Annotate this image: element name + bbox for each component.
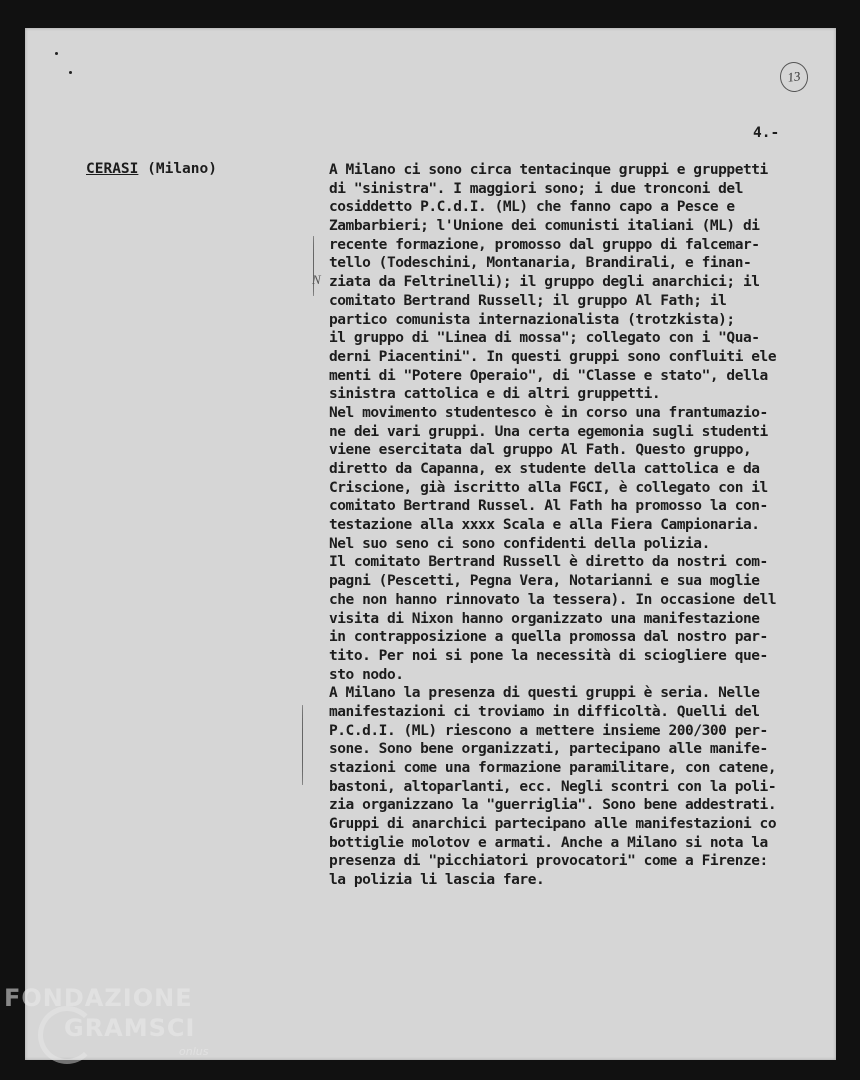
text-line: partico comunista internazionalista (trotzkista); xyxy=(329,311,735,328)
text-line: menti di "Potere Operaio", di "Classe e stato", della xyxy=(329,367,768,384)
watermark-ring-icon xyxy=(38,1006,96,1064)
text-line: presenza di "picchiatori provocatori" come a Firenze: xyxy=(329,853,768,870)
text-line: la polizia li lascia fare. xyxy=(329,872,545,889)
text-line: testazione alla xxxx Scala e alla Fiera Campionaria. xyxy=(329,517,760,534)
text-line: derni Piacentini". In questi gruppi sono confluiti ele xyxy=(329,348,777,365)
speaker-label xyxy=(86,161,217,177)
text-line: Criscione, già iscritto alla FGCI, è collegato con il xyxy=(329,479,768,496)
text-line: sto nodo. xyxy=(329,666,404,683)
text-line: ne dei vari gruppi. Una certa egemonia sugli studenti xyxy=(329,423,768,440)
scan-speck xyxy=(55,52,58,55)
watermark-logo xyxy=(4,984,209,1058)
text-line: viene esercitata dal gruppo Al Fath. Questo gruppo, xyxy=(329,442,752,459)
margin-bracket-mark xyxy=(302,705,303,785)
page-number: 4.- xyxy=(753,125,780,141)
text-line: che non hanno rinnovato la tessera). In occasione dell xyxy=(329,591,777,608)
watermark-sub: onlus xyxy=(179,1045,209,1058)
text-line: bastoni, altoparlanti, ecc. Negli scontri con la poli- xyxy=(329,778,777,795)
text-line: bottiglie molotov e armati. Anche a Milano si nota la xyxy=(329,834,768,851)
text-line: in contrapposizione a quella promossa dal nostro par- xyxy=(329,629,768,646)
scan-speck xyxy=(69,71,72,74)
text-line: ziata da Feltrinelli); il gruppo degli anarchici; il xyxy=(329,274,760,291)
text-line: Nel suo seno ci sono confidenti della polizia. xyxy=(329,535,710,552)
text-line: sinistra cattolica e di altri gruppetti. xyxy=(329,386,661,403)
text-line: sone. Sono bene organizzati, partecipano alle manife- xyxy=(329,741,768,758)
text-line: Zambarbieri; l'Unione dei comunisti italiani (ML) di xyxy=(329,218,760,235)
folio-number: 13 xyxy=(778,60,810,94)
text-line: P.C.d.I. (ML) riescono a mettere insieme 200/300 per- xyxy=(329,722,768,739)
text-line: recente formazione, promosso dal gruppo di falcemar- xyxy=(329,236,760,253)
text-line: zia organizzano la "guerriglia". Sono bene addestrati. xyxy=(329,797,777,814)
body-text xyxy=(329,161,839,890)
watermark-line1: FONDAZIONE xyxy=(4,984,193,1012)
text-line: comitato Bertrand Russel. Al Fath ha promosso la con- xyxy=(329,498,768,515)
text-line: Il comitato Bertrand Russell è diretto da nostri com- xyxy=(329,554,768,571)
text-line: A Milano ci sono circa tentacinque gruppi e gruppetti xyxy=(329,162,768,178)
speaker-location: (Milano) xyxy=(147,161,217,177)
text-line: Gruppi di anarchici partecipano alle manifestazioni co xyxy=(329,816,777,833)
watermark-line2: GRAMSCI xyxy=(64,1014,196,1042)
text-line: A Milano la presenza di questi gruppi è seria. Nelle xyxy=(329,685,760,702)
text-line: comitato Bertrand Russell; il gruppo Al Fath; il xyxy=(329,292,727,309)
text-line: visita di Nixon hanno organizzato una manifestazione xyxy=(329,610,760,627)
text-line: il gruppo di "Linea di mossa"; collegato con i "Qua- xyxy=(329,330,760,347)
text-line: pagni (Pescetti, Pegna Vera, Notarianni e sua moglie xyxy=(329,573,760,590)
margin-handwritten-note: N xyxy=(312,272,321,287)
text-line: cosiddetto P.C.d.I. (ML) che fanno capo a Pesce e xyxy=(329,199,735,216)
text-line: stazioni come una formazione paramilitare, con catene, xyxy=(329,760,777,776)
text-line: di "sinistra". I maggiori sono; i due tronconi del xyxy=(329,180,743,197)
text-line: manifestazioni ci troviamo in difficoltà. Quelli del xyxy=(329,703,760,720)
speaker-name: CERASI xyxy=(86,161,139,177)
text-line: tito. Per noi si pone la necessità di sciogliere que- xyxy=(329,647,768,664)
text-line: Nel movimento studentesco è in corso una frantumazio- xyxy=(329,404,768,421)
text-line: tello (Todeschini, Montanaria, Brandirali, e finan- xyxy=(329,255,752,272)
text-line: diretto da Capanna, ex studente della cattolica e da xyxy=(329,461,760,477)
